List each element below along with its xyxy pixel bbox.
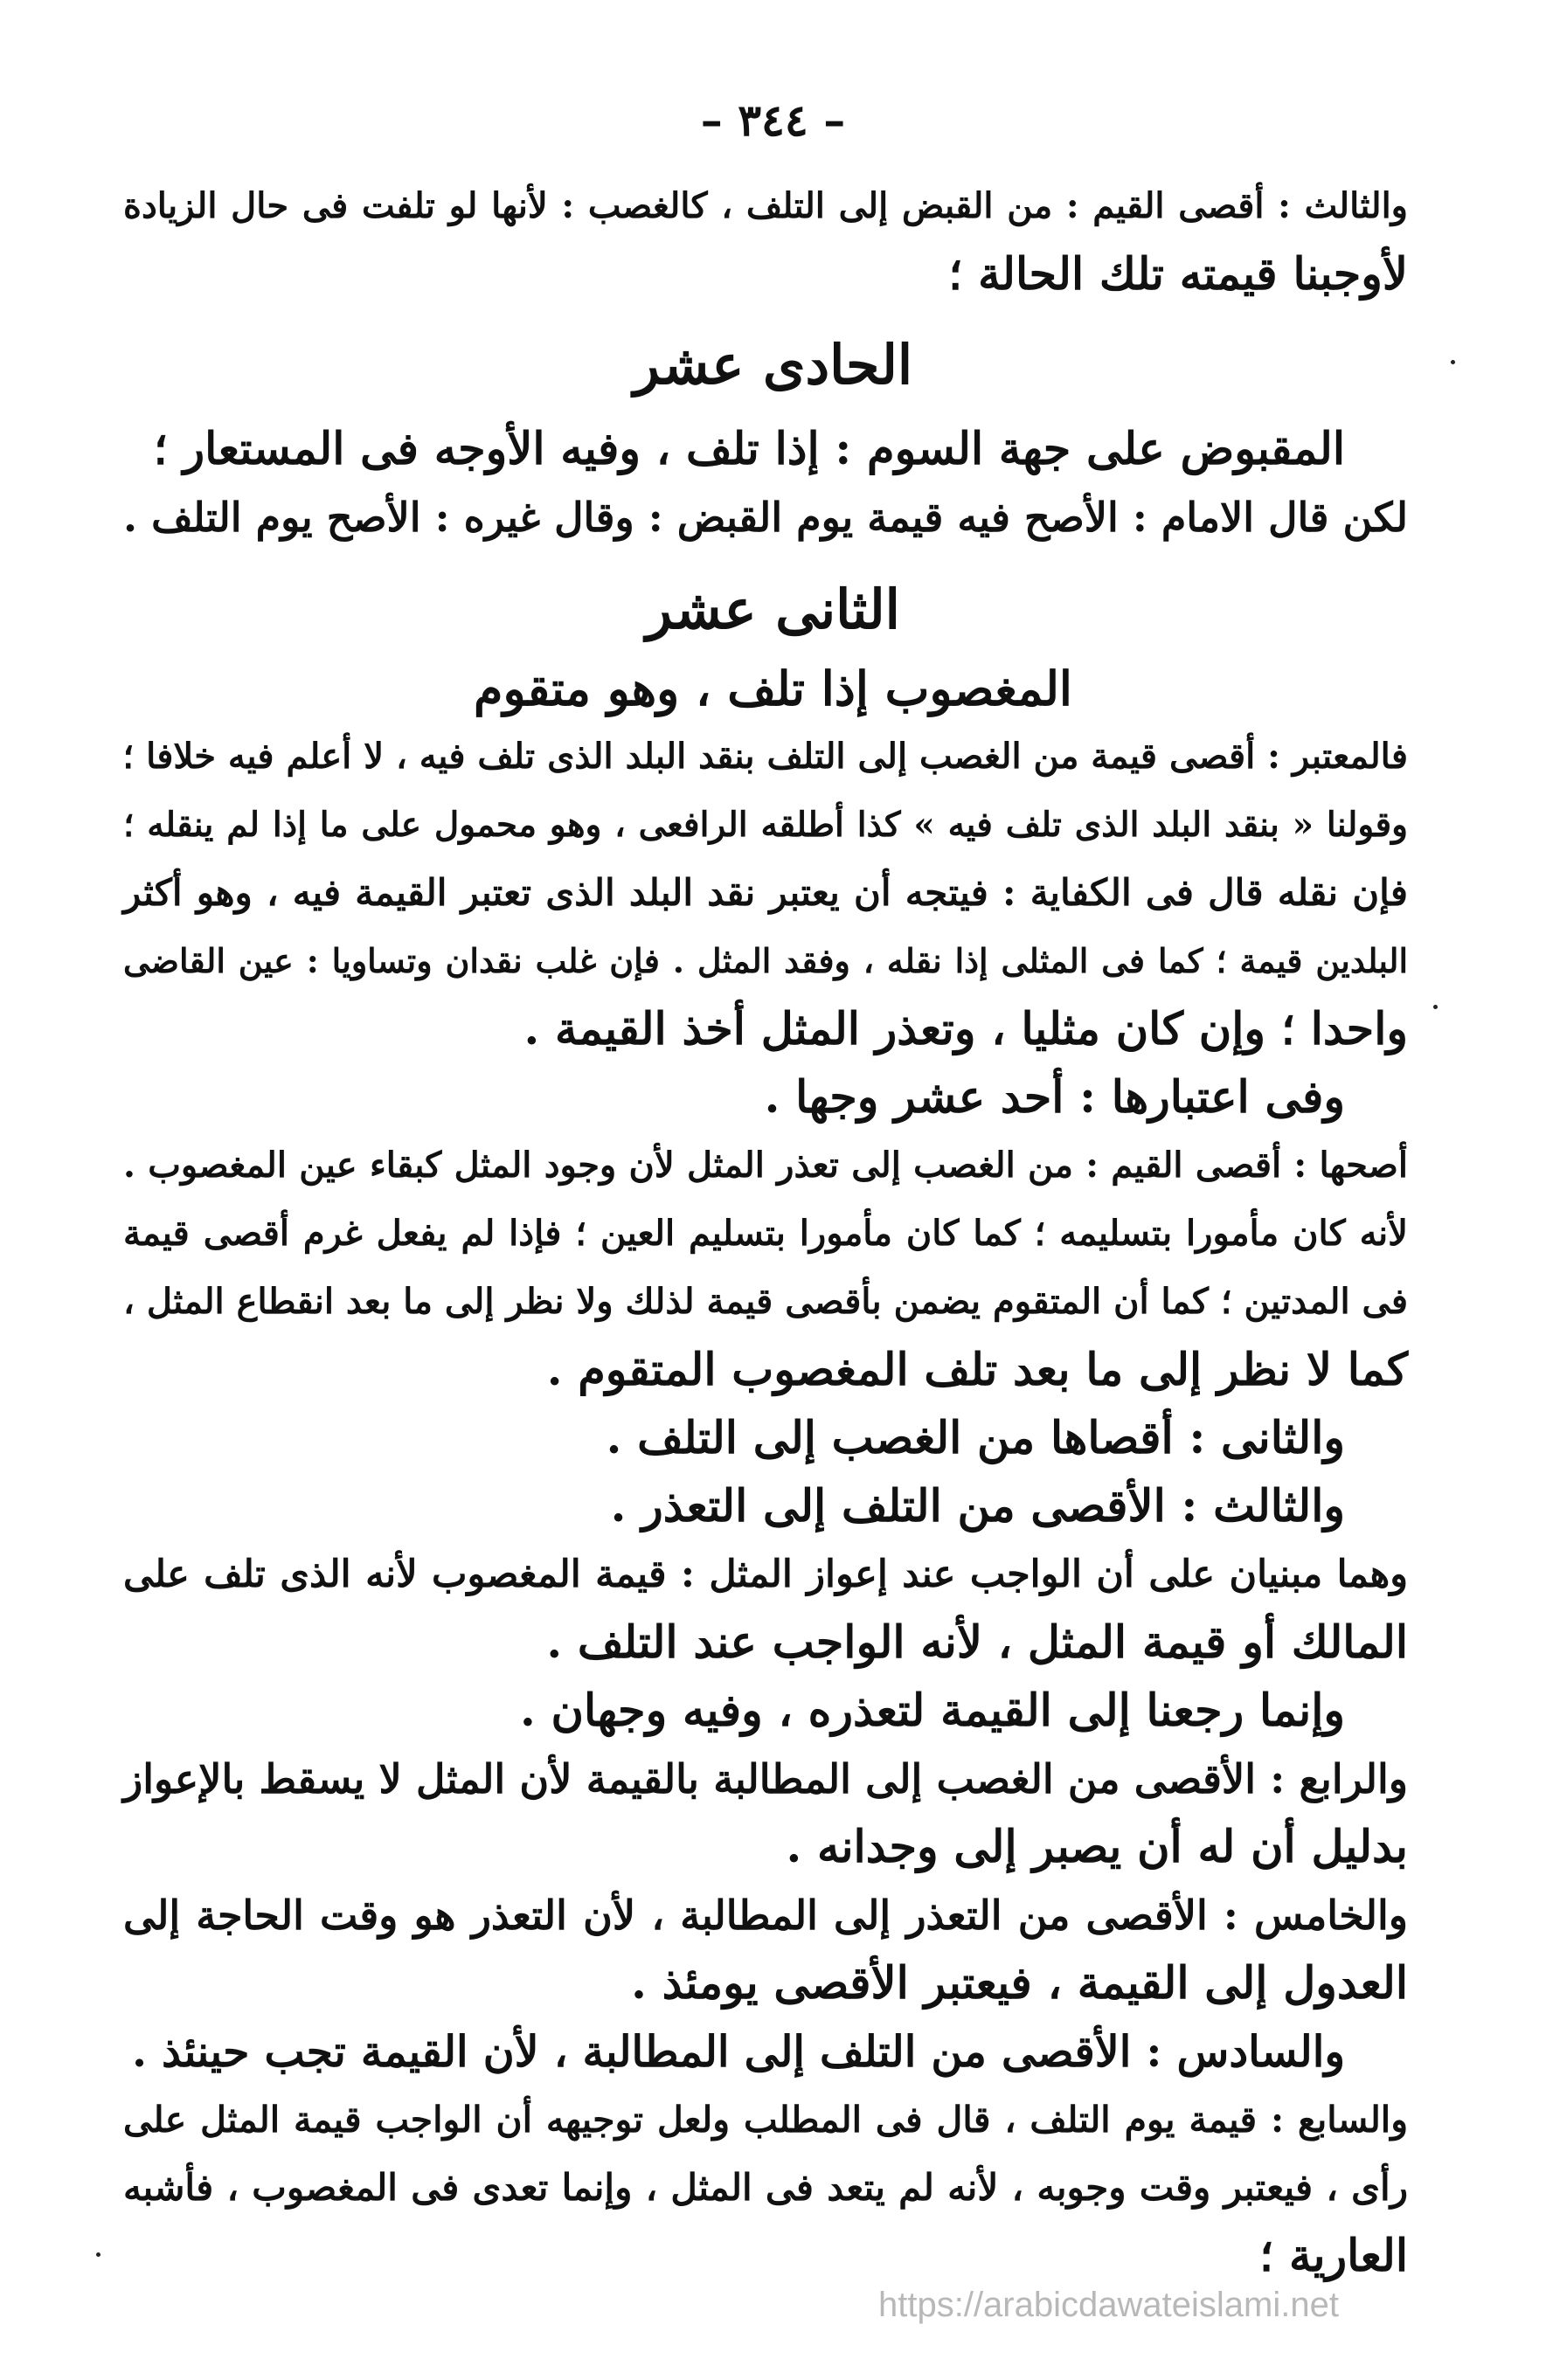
watermark-url: https://arabicdawateislami.net bbox=[878, 2286, 1339, 2324]
section-heading-twelfth: الثانى عشر bbox=[646, 578, 900, 641]
section-heading-eleventh: الحادى عشر bbox=[633, 333, 913, 397]
section-11-line-1: المقبوض على جهة السوم : إذا تلف ، وفيه الأوجه فى المستعار ؛ bbox=[153, 423, 1345, 475]
section-12-line-19: العدول إلى القيمة ، فيعتبر الأقصى يومئذ . bbox=[631, 1957, 1408, 2010]
section-12-line-8: لأنه كان مأمورا بتسليمه ؛ كما كان مأمورا بتسليم العين ؛ فإذا لم يفعل غرم أقصى قيمة bbox=[123, 1213, 1408, 1254]
section-12-line-4: البلدين قيمة ؛ كما فى المثلى إذا نقله ، وفقد المثل . فإن غلب نقدان وتساويا : عين القاضى bbox=[123, 941, 1408, 980]
scan-speck bbox=[1451, 360, 1455, 364]
section-12-line-7: أصحها : أقصى القيم : من الغصب إلى تعذر المثل لأن وجود المثل كبقاء عين المغصوب . bbox=[123, 1145, 1408, 1186]
section-12-line-1: فالمعتبر : أقصى قيمة من الغصب إلى التلف بنقد البلد الذى تلف فيه ، لا أعلم فيه خلافا ؛ bbox=[122, 736, 1408, 777]
intro-line-2: لأوجبنا قيمته تلك الحالة ؛ bbox=[948, 248, 1408, 301]
section-12-line-13: وهما مبنيان على أن الواجب عند إعواز المثل : قيمة المغصوب لأنه الذى تلف على bbox=[123, 1553, 1408, 1596]
section-12-line-18: والخامس : الأقصى من التعذر إلى المطالبة ، لأن التعذر هو وقت الحاجة إلى bbox=[123, 1892, 1408, 1939]
intro-line-1: والثالث : أقصى القيم : من القبض إلى التلف ، كالغصب : لأنها لو تلفت فى حال الزيادة bbox=[123, 185, 1408, 226]
section-12-line-15: وإنما رجعنا إلى القيمة لتعذره ، وفيه وجهان . bbox=[520, 1685, 1345, 1737]
section-12-line-16: والرابع : الأقصى من الغصب إلى المطالبة بالقيمة لأن المثل لا يسقط بالإعواز bbox=[123, 1755, 1408, 1802]
scan-speck bbox=[1433, 1005, 1438, 1009]
section-12-line-17: بدليل أن له أن يصبر إلى وجدانه . bbox=[786, 1821, 1408, 1873]
section-12-line-20: والسادس : الأقصى من التلف إلى المطالبة ، لأن القيمة تجب حينئذ . bbox=[131, 2026, 1345, 2077]
section-11-line-2: لكن قال الامام : الأصح فيه قيمة يوم القبض : وقال غيره : الأصح يوم التلف . bbox=[123, 494, 1408, 541]
section-12-line-21: والسابع : قيمة يوم التلف ، قال فى المطلب ولعل توجيهه أن الواجب قيمة المثل على bbox=[123, 2099, 1408, 2141]
scan-speck bbox=[96, 2252, 101, 2257]
section-12-subheading: المغصوب إذا تلف ، وهو متقوم bbox=[474, 661, 1072, 716]
section-12-line-2: وقولنا « بنقد البلد الذى تلف فيه » كذا أطلقه الرافعى ، وهو محمول على ما إذا لم ينقله ؛ bbox=[123, 805, 1408, 845]
section-12-line-23: العارية ؛ bbox=[1259, 2230, 1408, 2282]
section-12-line-10: كما لا نظر إلى ما بعد تلف المغصوب المتقوم . bbox=[546, 1344, 1408, 1396]
section-12-line-11: والثانى : أقصاها من الغصب إلى التلف . bbox=[606, 1412, 1345, 1464]
page-number: – ٣٤٤ – bbox=[700, 94, 846, 146]
section-12-line-14: المالك أو قيمة المثل ، لأنه الواجب عند التلف . bbox=[546, 1616, 1408, 1669]
section-12-line-6: وفى اعتبارها : أحد عشر وجها . bbox=[764, 1071, 1345, 1124]
section-12-line-3: فإن نقله قال فى الكفاية : فيتجه أن يعتبر نقد البلد الذى تعتبر القيمة فيه ، وهو أكثر bbox=[123, 871, 1408, 914]
section-12-line-9: فى المدتين ؛ كما أن المتقوم يضمن بأقصى قيمة لذلك ولا نظر إلى ما بعد انقطاع المثل ، bbox=[123, 1281, 1408, 1322]
section-12-line-5: واحدا ؛ وإن كان مثليا ، وتعذر المثل أخذ القيمة . bbox=[523, 1003, 1408, 1055]
section-12-line-22: رأى ، فيعتبر وقت وجوبه ، لأنه لم يتعد فى المثل ، وإنما تعدى فى المغصوب ، فأشبه bbox=[123, 2166, 1408, 2209]
section-12-line-12: والثالث : الأقصى من التلف إلى التعذر . bbox=[610, 1480, 1345, 1532]
